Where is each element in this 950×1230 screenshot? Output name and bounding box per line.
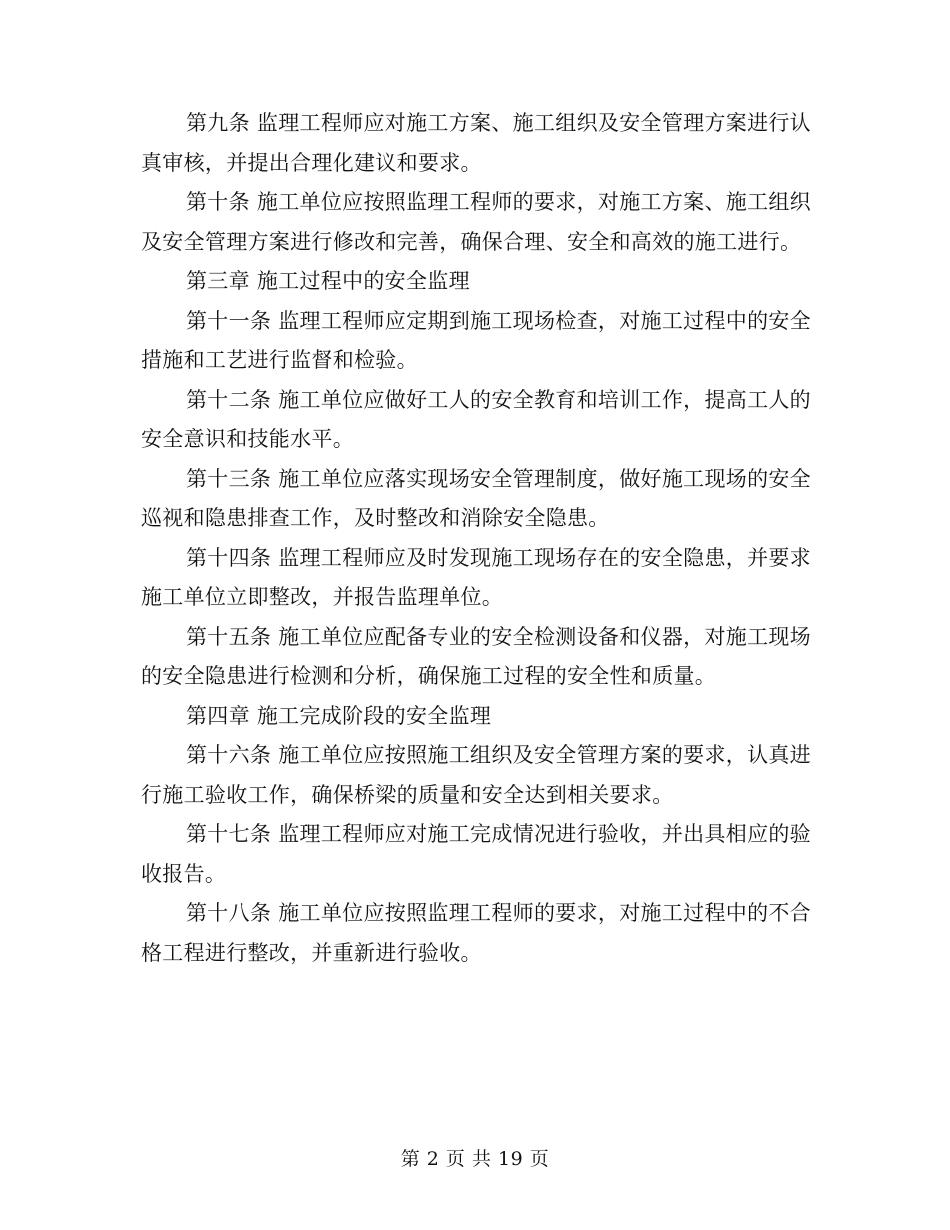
article-18: 第十八条 施工单位应按照监理工程师的要求，对施工过程中的不合格工程进行整改，并重新进行验收。	[141, 901, 811, 965]
article-12: 第十二条 施工单位应做好工人的安全教育和培训工作，提高工人的安全意识和技能水平。	[141, 387, 811, 451]
article-11: 第十一条 监理工程师应定期到施工现场检查，对施工过程中的安全措施和工艺进行监督和检验。	[141, 308, 811, 372]
article-9: 第九条 监理工程师应对施工方案、施工组织及安全管理方案进行认真审核，并提出合理化建议和要求。	[141, 111, 811, 175]
article-13: 第十三条 施工单位应落实现场安全管理制度，做好施工现场的安全巡视和隐患排查工作，及时整改和消除安全隐患。	[141, 466, 811, 530]
article-15: 第十五条 施工单位应配备专业的安全检测设备和仪器，对施工现场的安全隐患进行检测和分析，确保施工过程的安全性和质量。	[141, 624, 811, 688]
article-17: 第十七条 监理工程师应对施工完成情况进行验收，并出具相应的验收报告。	[141, 822, 811, 886]
page-number-footer: 第 2 页 共 19 页	[400, 1148, 550, 1170]
chapter-3-heading: 第三章 施工过程中的安全监理	[186, 269, 470, 293]
article-14: 第十四条 监理工程师应及时发现施工现场存在的安全隐患，并要求施工单位立即整改，并报告监理单位。	[141, 545, 811, 609]
article-16: 第十六条 施工单位应按照施工组织及安全管理方案的要求，认真进行施工验收工作，确保桥梁的质量和安全达到相关要求。	[141, 743, 811, 807]
chapter-4-heading: 第四章 施工完成阶段的安全监理	[186, 703, 492, 728]
document-body	[141, 104, 811, 973]
article-10: 第十条 施工单位应按照监理工程师的要求，对施工方案、施工组织及安全管理方案进行修改和完善，确保合理、安全和高效的施工进行。	[141, 190, 811, 254]
